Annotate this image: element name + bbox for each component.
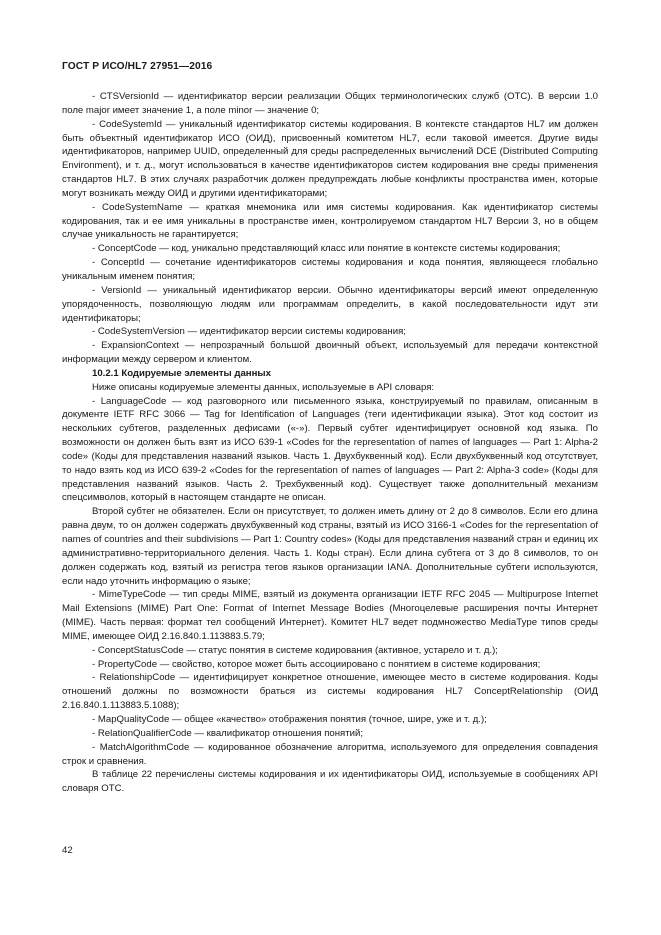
- paragraph-mapqualitycode: - MapQualityCode — общее «качество» отображения понятия (точное, шире, уже и т. д.);: [92, 713, 487, 725]
- paragraph-codesystemname: - CodeSystemName — краткая мнемоника или имя системы кодирования. Как идентификатор системы кодирования, так и ее имя уникальны в пространстве имен, контролируемом стандартом HL7 Версии 3, но в общем случае уникальность не гарантируется;: [62, 201, 598, 241]
- paragraph-ctsversionid: - CTSVersionId — идентификатор версии реализации Общих терминологических служб (ОТС). В версии 1.0 поле major имеет значение 1, а поле minor — значение 0;: [62, 91, 598, 116]
- paragraph-table-reference: В таблице 22 перечислены системы кодирования и их идентификаторы ОИД, используемые в сообщениях API словаря ОТС.: [62, 769, 598, 795]
- paragraph-propertycode: - PropertyCode — свойство, которое может быть ассоциировано с понятием в системе кодирования;: [92, 658, 541, 670]
- paragraph-expansioncontext: - ExpansionContext — непрозрачный большой двоичный объект, используемый для передачи контекстной информации между сервером и клиентом.: [62, 340, 598, 366]
- paragraph-codesystemversion: - CodeSystemVersion — идентификатор версии системы кодирования;: [92, 326, 406, 338]
- paragraph-conceptid: - ConceptId — сочетание идентификаторов системы кодирования и кода понятия, являющееся глобально уникальным именем понятия;: [62, 257, 598, 282]
- paragraph-versionid: - VersionId — уникальный идентификатор версии. Обычно идентификаторы версий имеют определенную упорядоченность, позволяющую людям или программам определить, в какой последовательности идут эти идентификаторы;: [62, 284, 598, 324]
- paragraph-conceptstatuscode: - ConceptStatusCode — статус понятия в системе кодирования (активное, устарело и т. д.);: [92, 644, 498, 656]
- paragraph-relationshipcode: - RelationshipCode — идентифицирует конкретное отношение, имеющее место в системе кодирования. Коды отношений должны по возможности браться из системы кодирования HL7 ConceptRelationship (ОИД 2.16.840.1.113883.5.1088);: [62, 672, 598, 712]
- paragraph-codesystemid: - CodeSystemId — уникальный идентификатор системы кодирования. В контексте стандартов HL7 им должен быть объектный идентификатор ИСО (ОИД), присвоенный комитетом HL7, если таковой имеется. Другие виды идентификаторов, например UUID, определенный для среды распределенных вычислений DCE (Distributed Computing Environment), и т. д., могут использоваться в качестве идентификаторов систем кодирования вне среды применения стандартов HL7. В этих случаях разработчик должен предупреждать любые конфликты пространства имен, которые могут возникать между ОИД и другими идентификаторами;: [62, 118, 598, 199]
- paragraph-languagecode: - LanguageCode — код разговорного или письменного языка, конструируемый по правилам, описанным в документе IETF RFC 3066 — Tag for Identification of Languages (теги идентификации языка). Этот код состоит из нескольких субтегов, разделенных дефисами («-»). Первый субтег идентифицирует основной код языка. По возможности он должен быть взят из ИСО 639-1 «Codes for the representation of names of languages — Part 1: Alpha-2 code» (Коды для представления названий языков. Часть 1. Двухбуквенный код). Если двухбуквенный код отсутствует, то надо взять код из ИСО 639-2 «Codes for the representation of names of languages — Part 2: Alpha-3 code» (Коды для представления названий языков. Часть 2. Трехбуквенный код). Существует также дополнительный механизм спецсимволов, который в настоящем стандарте не описан.: [62, 395, 598, 504]
- paragraph-intro: Ниже описаны кодируемые элементы данных, используемые в API словаря:: [92, 381, 435, 393]
- paragraph-conceptcode: - ConceptCode — код, уникально представляющий класс или понятие в контексте системы кодирования;: [92, 243, 561, 255]
- paragraph-matchalgorithmcode: - MatchAlgorithmCode — кодированное обозначение алгоритма, используемого для определения совпадения строк и сравнения.: [62, 741, 598, 767]
- paragraph-second-subtag: Второй субтег не обязателен. Если он присутствует, то должен иметь длину от 2 до 8 символов. Если его длина равна двум, то он должен содержать двухбуквенный код страны, взятый из ИСО 3166-1 «Codes for the representation of names of countries and their subdivisions — Part 1: Country codes» (Коды для представления названий стран и единиц их административно-территориального деления. Часть 1. Коды стран). Если длина субтега от 3 до 8 символов, то он должен содержать код, взятый из регистра тегов языков организации IANA. Дополнительные субтеги используются, если надо уточнить информацию о языке;: [62, 506, 598, 587]
- section-heading: 10.2.1 Кодируемые элементы данных: [92, 367, 271, 379]
- paragraph-relationqualifiercode: - RelationQualifierCode — квалификатор отношения понятий;: [92, 727, 364, 739]
- paragraph-mimetypecode: - MimeTypeCode — тип среды MIME, взятый из документа организации IETF RFC 2045 — Multipurpose Internet Mail Extensions (MIME) Part One: Format of Internet Message Bodies (Многоцелевые расширения почты Интернет (MIME). Часть первая: формат тел сообщений Интернет). Комитет HL7 ведет подмножество MediaType типов среды MIME, имеющее ОИД 2.16.840.1.113883.5.79;: [62, 589, 598, 642]
- document-body: [62, 90, 598, 796]
- page-number: 42: [62, 845, 73, 856]
- page-header: ГОСТ Р ИСО/HL7 27951—2016: [62, 61, 213, 72]
